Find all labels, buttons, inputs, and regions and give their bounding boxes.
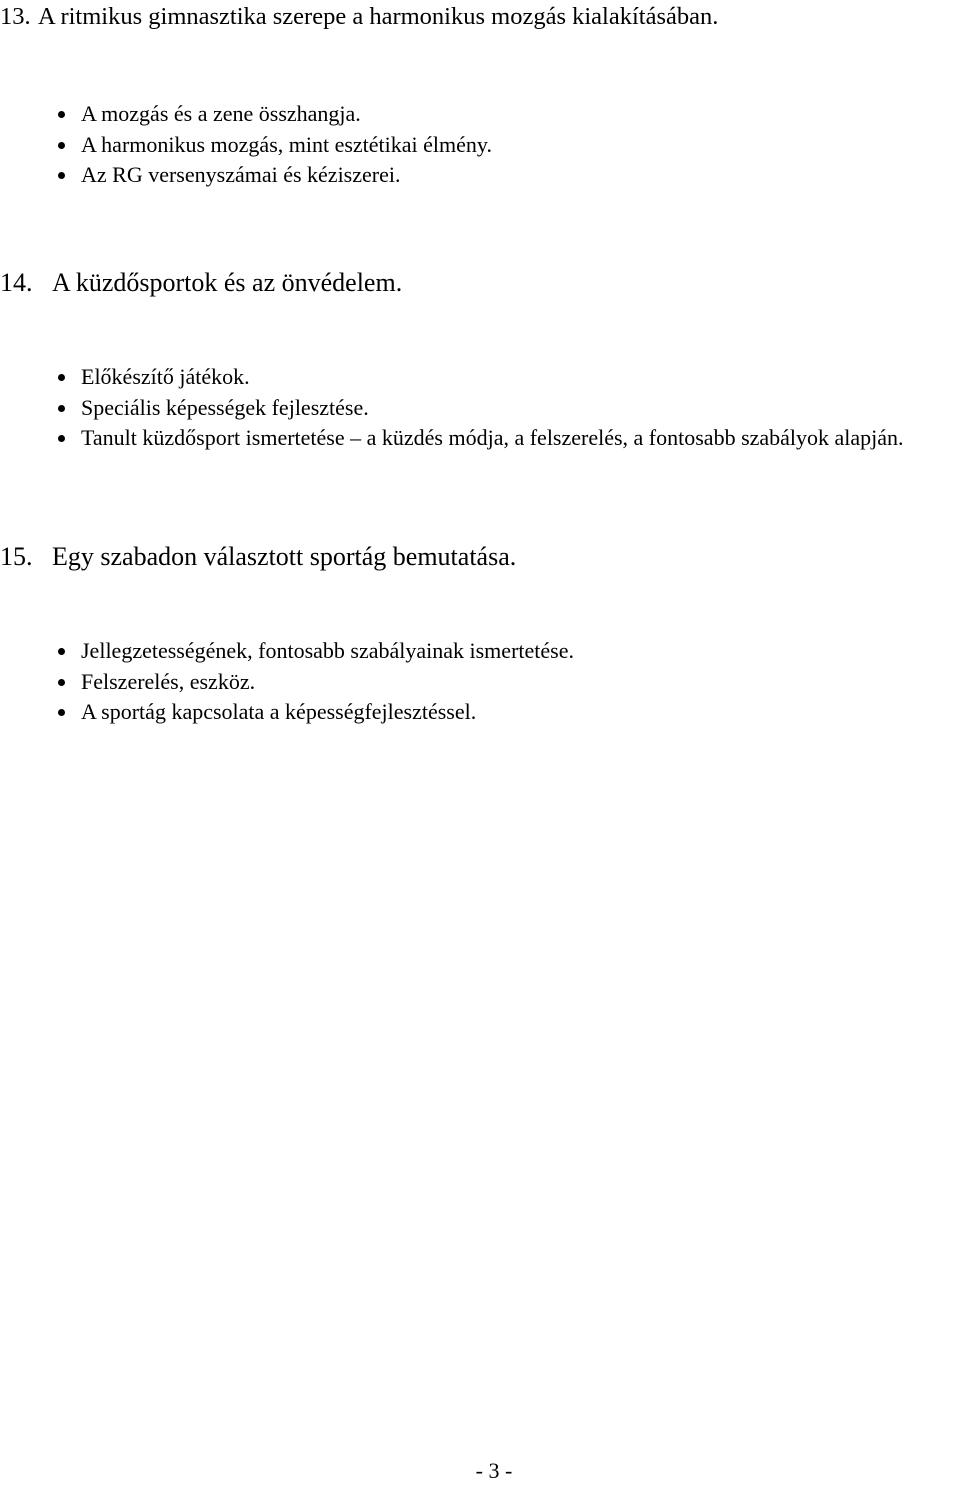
section-title: Egy szabadon választott sportág bemutatása. bbox=[52, 542, 517, 571]
bullet-icon bbox=[58, 648, 65, 655]
bullet-icon bbox=[58, 435, 65, 442]
section-14-heading bbox=[0, 268, 402, 298]
list-item-text: Tanult küzdősport ismertetése – a küzdés módja, a felszerelés, a fontosabb szabályok alapján. bbox=[81, 425, 904, 450]
list-item bbox=[0, 160, 960, 191]
list-item bbox=[0, 130, 960, 161]
section-number: 14. bbox=[0, 268, 33, 297]
list-item-text: Jellegzetességének, fontosabb szabályainak ismertetése. bbox=[81, 638, 574, 663]
list-item-text: A harmonikus mozgás, mint esztétikai élmény. bbox=[81, 131, 492, 157]
list-item-text: A mozgás és a zene összhangja. bbox=[81, 101, 361, 126]
list-item-text: Az RG versenyszámai és kéziszerei. bbox=[81, 162, 401, 187]
section-title: A küzdősportok és az önvédelem. bbox=[52, 268, 403, 297]
section-14-list bbox=[0, 362, 960, 454]
list-item bbox=[0, 362, 960, 393]
list-item-text: Felszerelés, eszköz. bbox=[81, 668, 256, 694]
bullet-icon bbox=[58, 142, 65, 149]
list-item-text: Előkészítő játékok. bbox=[81, 364, 250, 389]
list-item bbox=[0, 99, 960, 130]
bullet-icon bbox=[58, 111, 65, 118]
list-item bbox=[0, 697, 960, 728]
list-item bbox=[0, 393, 960, 424]
list-item bbox=[0, 423, 960, 454]
list-item-text: A sportág kapcsolata a képességfejlesztéssel. bbox=[81, 699, 477, 724]
bullet-icon bbox=[58, 709, 65, 716]
section-15-heading bbox=[0, 542, 516, 572]
list-item bbox=[0, 667, 960, 698]
section-13-list bbox=[0, 99, 960, 191]
bullet-icon bbox=[58, 374, 65, 381]
section-title: A ritmikus gimnasztika szerepe a harmonikus mozgás kialakításában. bbox=[38, 3, 719, 30]
page-number: - 3 - bbox=[475, 1458, 513, 1483]
list-item bbox=[0, 636, 960, 667]
bullet-icon bbox=[58, 679, 65, 686]
bullet-icon bbox=[58, 172, 65, 179]
section-15-list bbox=[0, 636, 960, 728]
section-number: 15. bbox=[0, 542, 33, 571]
section-number: 13. bbox=[0, 3, 31, 30]
list-item-text: Speciális képességek fejlesztése. bbox=[81, 394, 369, 420]
bullet-icon bbox=[58, 405, 65, 412]
section-13-heading bbox=[0, 2, 718, 32]
